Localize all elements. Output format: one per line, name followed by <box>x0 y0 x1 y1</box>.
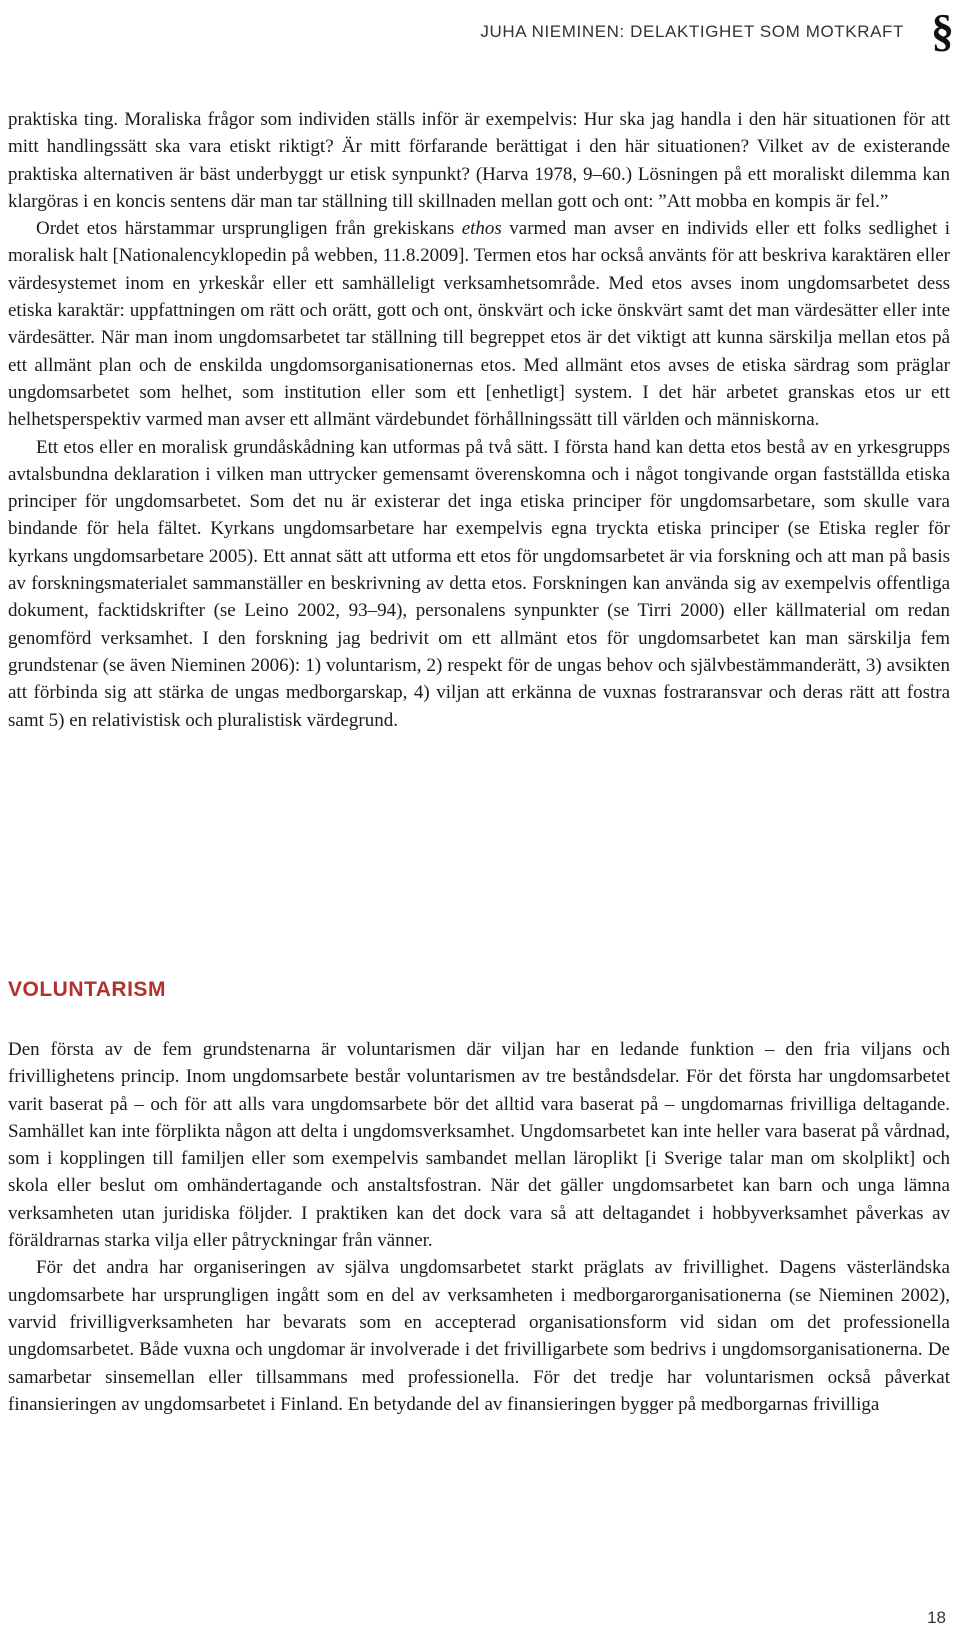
paragraph: praktiska ting. Moraliska frågor som individen ställs inför är exempelvis: Hur ska jag handla i den här situationen för att mitt handlingssätt ska vara etiskt riktigt? Är mitt förfarande berättigat i den här situationen? Vilket av de existerande praktiska alternativen är bäst underbyggt ur etisk synpunkt? (Harva 1978, 9–60.) Lösningen på ett moraliskt dilemma kan klargöras i en koncis sentens där man tar ställning till skillnaden mellan gott och ont: ”Att mobba en kompis är fel.” <box>8 109 950 212</box>
paragraph: Ordet etos härstammar ursprungligen från grekiskans ethos varmed man avser en individs eller ett folks sedlighet i moralisk halt [Nationalencyklopedin på webben, 11.8.2009]. Termen etos har också använts för att beskriva karaktären eller värdesystemet inom en yrkeskår eller ett samhälleligt verksamhetsområde. Med etos avses inom ungdomsarbetet dess etiska karaktär: uppfattningen om rätt och orätt, gott och ont, önskvärt och icke önskvärt samt det man värdesätter eller inte värdesätter. När man inom ungdomsarbetet tar ställning till begreppet etos är det viktigt att kunna särskilja mellan etos på ett allmänt plan och de enskilda ungdomsorganisationernas etos. Med allmänt etos avses de etiska särdrag som präglar ungdomsarbetet som helhet, som institution eller som ett [enhetligt] system. I det här arbetet granskas etos ur ett helhetsperspektiv varmed man avser ett allmänt värdebundet förhållningssätt till världen och människorna. <box>8 218 950 431</box>
paragraph: Den första av de fem grundstenarna är voluntarismen där viljan har en ledande funktion – den fria viljans och frivillighetens princip. Inom ungdomsarbete består voluntarismen av tre beståndsdelar. För det första har ungdomsarbetet varit baserat på – och för att alls vara ungdomsarbete bör det alltid vara baserat på – ungdomarnas frivilliga deltagande. Samhället kan inte förplikta någon att delta i ungdomsverksamhet. Ungdomsarbetet kan inte heller vara baserat på vårdnad, som i kopplingen till familjen eller som exempelvis sambandet mellan läroplikt [i Sverige talar man om skolplikt] och skola eller beslut om omhändertagande och anstaltsfostran. När det gäller ungdomsarbetet kan barn och unga lämna verksamheten utan juridiska följder. I praktiken kan det dock vara så att deltagandet i hobbyverksamhet påverkas av föräldrarnas starka vilja eller påtryckningar från vänner. <box>8 1039 950 1252</box>
body-text <box>8 106 950 734</box>
section-body-text <box>8 1036 950 1418</box>
page-number: 18 <box>927 1608 946 1627</box>
section-mark-icon: § <box>931 5 954 56</box>
section-heading: VOLUNTARISM <box>8 978 166 1001</box>
paragraph: För det andra har organiseringen av själva ungdomsarbetet starkt präglats av frivillighet. Dagens västerländska ungdomsarbete har ursprungligen ingått som en del av verksamheten i medborgarorganisationerna (se Nieminen 2002), varvid frivilligverksamheten har bevarats som en accepterad organisationsform vid sidan om det professionella ungdomsarbetet. Både vuxna och ungdomar är involverade i det frivilligarbete som bedrivs i ungdomsorganisationerna. De samarbetar sinsemellan eller tillsammans med professionella. För det tredje har voluntarismen också påverkat finansieringen av ungdomsarbetet i Finland. En betydande del av finansieringen bygger på medborgarnas frivilliga <box>8 1257 950 1415</box>
emphasis: ethos <box>461 218 502 240</box>
page-header <box>0 5 960 56</box>
running-head: JUHA NIEMINEN: DELAKTIGHET SOM MOTKRAFT <box>480 22 904 41</box>
paragraph: Ett etos eller en moralisk grundåskådning kan utformas på två sätt. I första hand kan detta etos bestå av en yrkesgrupps avtalsbundna deklaration i vilken man uttrycker gemensamt överenskomna och i något tongivande organ fastställda etiska principer för ungdomsarbetet. Som det nu är existerar det inga etiska principer för ungdomsarbetare, som skulle vara bindande för hela fältet. Kyrkans ungdomsarbetare har exempelvis egna tryckta etiska principer (se Etiska regler för kyrkans ungdomsarbetare 2005). Ett annat sätt att utforma ett etos för ungdomsarbetet är via forskning och att man på basis av forskningsmaterialet sammanställer en beskrivning av detta etos. Forskningen kan använda sig av exempelvis offentliga dokument, facktidskrifter (se Leino 2002, 93–94), personalens synpunkter (se Tirri 2000) eller källmaterial om redan genomförd verksamhet. I den forskning jag bedrivit om ett allmänt etos för ungdomsarbetet kan man särskilja fem grundstenar (se även Nieminen 2006): 1) voluntarism, 2) respekt för de ungas behov och självbestämmanderätt, 3) avsikten att förbinda sig att stärka de ungas medborgarskap, 4) viljan att erkänna de vuxnas fostraransvar och deras rätt att fostra samt 5) en relativistisk och pluralistisk värdegrund. <box>8 436 950 731</box>
